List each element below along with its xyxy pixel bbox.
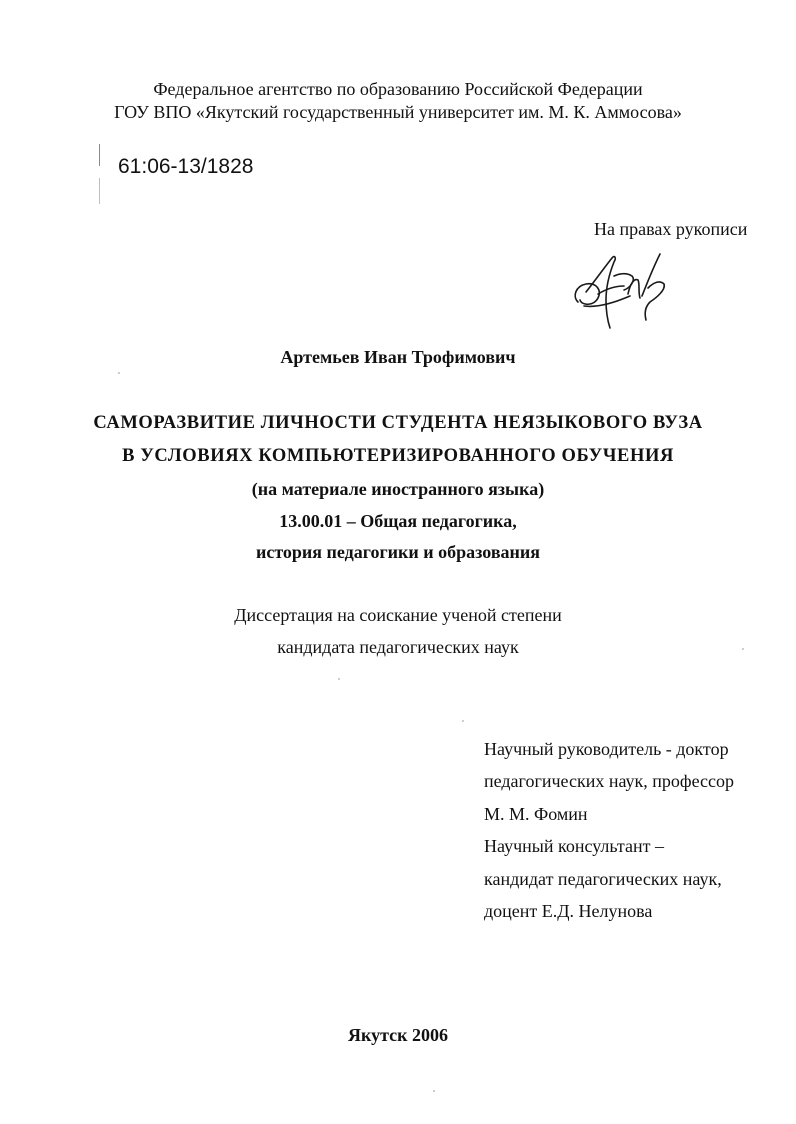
specialty-name: история педагогики и образования [255, 542, 541, 562]
city-year: Якутск 2006 [347, 1025, 449, 1045]
advisor-line: доцент Е.Д. Нелунова [484, 900, 653, 921]
advisor-line: Научный консультант – [484, 836, 664, 857]
margin-rule-mark-lower [99, 178, 100, 204]
scan-speck [118, 372, 120, 374]
agency-line: Федеральное агентство по образованию Российской Федерации [153, 79, 643, 99]
thesis-subtitle: (на материале иностранного языка) [251, 479, 545, 499]
degree-line-1: Диссертация на соискание ученой степени [234, 605, 562, 625]
degree-line-2: кандидата педагогических наук [277, 637, 519, 657]
scan-speck [433, 1090, 435, 1092]
thesis-title-line-1: САМОРАЗВИТИЕ ЛИЧНОСТИ СТУДЕНТА НЕЯЗЫКОВОГО ВУЗА [93, 413, 703, 433]
margin-rule-mark [99, 144, 100, 166]
manuscript-rights-note: На правах рукописи [594, 219, 748, 239]
advisor-line: кандидат педагогических наук, [484, 868, 722, 889]
library-code-stamp: 61:06-13/1828 [118, 155, 254, 178]
advisor-line: Научный руководитель - доктор [484, 739, 729, 759]
author-signature-icon [568, 246, 678, 332]
scan-speck [462, 720, 464, 722]
author-name: Артемьев Иван Трофимович [280, 347, 516, 367]
advisor-line: педагогических наук, профессор [484, 771, 735, 792]
university-line: ГОУ ВПО «Якутский государственный университет им. М. К. Аммосова» [114, 102, 682, 122]
advisor-line: М. М. Фомин [484, 803, 588, 824]
scan-speck [742, 648, 744, 650]
thesis-title-line-2: В УСЛОВИЯХ КОМПЬЮТЕРИЗИРОВАННОГО ОБУЧЕНИЯ [122, 446, 674, 466]
advisors-block [484, 733, 734, 927]
scan-speck [338, 678, 340, 680]
specialty-code: 13.00.01 – Общая педагогика, [279, 511, 517, 531]
